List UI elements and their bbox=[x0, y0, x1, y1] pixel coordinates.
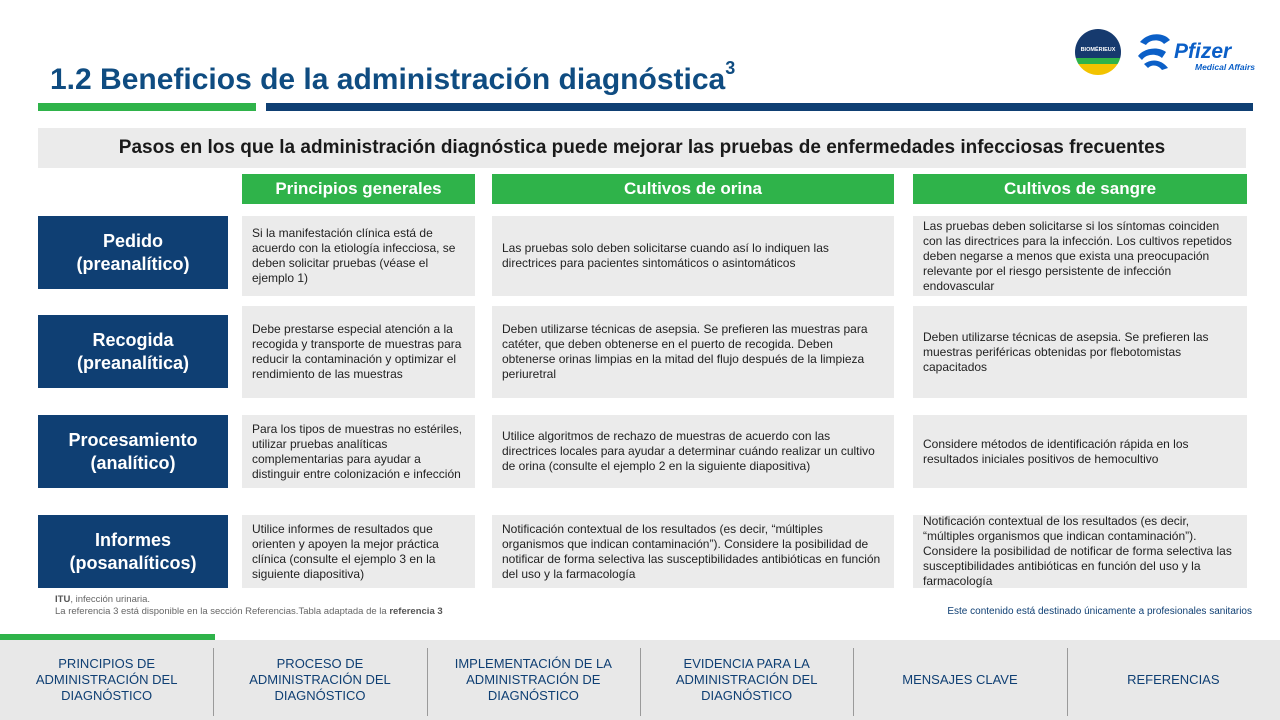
row-header-pedido bbox=[38, 216, 228, 289]
column-header-orina: Cultivos de orina bbox=[492, 174, 894, 204]
row-header-recogida bbox=[38, 315, 228, 388]
nav-item-proceso[interactable]: PROCESO DE ADMINISTRACIÓN DEL DIAGNÓSTICO bbox=[213, 640, 426, 720]
row-header-procesamiento bbox=[38, 415, 228, 488]
table-cell bbox=[492, 415, 894, 488]
cell-text: Las pruebas deben solicitarse si los síntomas coinciden con las directrices para la infección. Los cultivos repetidos deben negarse a menos que exista una preocupación relevante por el riesgo persistente de infección endovascular bbox=[923, 218, 1232, 293]
table-cell bbox=[913, 216, 1247, 296]
cell-text: Si la manifestación clínica está de acuerdo con la etiología infecciosa, se deben solicitar pruebas (véase el ejemplo 1) bbox=[252, 226, 456, 285]
cell-text: Para los tipos de muestras no estériles, utilizar pruebas analíticas complementarias para ayudar a distinguir entre colonización e infección bbox=[252, 421, 463, 481]
row-header-line1: Recogida bbox=[92, 329, 174, 350]
cell-text: Las pruebas solo deben solicitarse cuando así lo indiquen las directrices para pacientes sintomáticos o asintomáticos bbox=[502, 241, 829, 270]
cell-text: Notificación contextual de los resultados (es decir, “múltiples organismos que indican contaminación”). Considere la posibilidad de notificar de forma selectiva las susceptibilidades antibióticas en función del uso y la farmacología bbox=[502, 521, 881, 581]
nav-item-mensajes-clave[interactable]: MENSAJES CLAVE bbox=[853, 640, 1066, 720]
biomerieux-logo-text: BIOMÉRIEUX bbox=[1080, 47, 1116, 53]
table-cell bbox=[242, 306, 475, 398]
row-header-line2: (preanalítico) bbox=[76, 253, 190, 274]
nav-item-principios[interactable]: PRINCIPIOS DE ADMINISTRACIÓN DEL DIAGNÓSTICO bbox=[35, 656, 178, 703]
cell-text: Notificación contextual de los resultados (es decir, “múltiples organismos que indican contaminación”). Considere la posibilidad de notificar de forma selectiva las susceptibilidades antibióticas en función del uso y la farmacología bbox=[923, 515, 1232, 588]
nav-item-referencias[interactable]: REFERENCIAS bbox=[1067, 640, 1280, 720]
table-cell bbox=[913, 306, 1247, 398]
row-header-line2: (analítico) bbox=[90, 452, 176, 473]
pfizer-logo bbox=[1134, 28, 1256, 76]
nav-item-implementacion[interactable]: IMPLEMENTACIÓN DE LA ADMINISTRACIÓN DE DIAGNÓSTICO bbox=[427, 640, 640, 720]
cell-text: Deben utilizarse técnicas de asepsia. Se prefieren las muestras para catéter, que deben obtenerse en el puerto de recogida. Deben obtenerse orinas limpias en la mitad del flujo después de la limpieza periuretral bbox=[502, 322, 868, 381]
table-cell bbox=[913, 515, 1247, 588]
footnotes bbox=[55, 594, 443, 618]
column-header-sangre: Cultivos de sangre bbox=[913, 174, 1247, 204]
footnote-ref-bold: referencia 3 bbox=[389, 606, 443, 617]
row-header-line2: (preanalítica) bbox=[76, 352, 190, 373]
footnote-ref-text: La referencia 3 está disponible en la sección Referencias.Tabla adaptada de la bbox=[55, 606, 390, 617]
professional-disclaimer: Este contenido está destinado únicamente a profesionales sanitarios bbox=[947, 606, 1252, 617]
row-header-line2: (posanalíticos) bbox=[69, 552, 197, 573]
cell-text: Considere métodos de identificación rápida en los resultados iniciales positivos de hemocultivo bbox=[923, 436, 1189, 466]
title-underline-blue bbox=[266, 103, 1253, 111]
footnote-itu-text: , infección urinaria. bbox=[70, 594, 151, 605]
column-header-principios: Principios generales bbox=[242, 174, 475, 204]
table-banner: Pasos en los que la administración diagnóstica puede mejorar las pruebas de enfermedades infecciosas frecuentes bbox=[38, 128, 1246, 168]
title-reference-sup: 3 bbox=[725, 58, 736, 78]
footnote-abbreviation bbox=[55, 594, 443, 606]
table-cell bbox=[492, 515, 894, 588]
page-title-text: 1.2 Beneficios de la administración diagnóstica bbox=[50, 63, 726, 96]
pfizer-logo-text: Pfizer bbox=[1174, 40, 1232, 63]
footnote-reference bbox=[55, 606, 443, 618]
cell-text: Debe prestarse especial atención a la recogida y transporte de muestras para reducir la contaminación y optimizar el rendimiento de las muestras bbox=[252, 322, 462, 381]
row-header-informes bbox=[38, 515, 228, 588]
bottom-navigation bbox=[0, 640, 1280, 720]
row-header-line1: Pedido bbox=[102, 230, 163, 251]
page-title bbox=[50, 58, 736, 97]
table-cell bbox=[492, 216, 894, 296]
biomerieux-logo bbox=[1074, 28, 1122, 76]
row-header-line1: Procesamiento bbox=[68, 429, 198, 450]
table-cell bbox=[242, 515, 475, 588]
cell-text: Utilice informes de resultados que orienten y apoyen la mejor práctica clínica (consulte el ejemplo 3 en la siguiente diapositiva) bbox=[252, 521, 439, 581]
title-underline-green bbox=[38, 103, 256, 111]
row-header-line1: Informes bbox=[94, 529, 172, 550]
table-cell bbox=[913, 415, 1247, 488]
footnote-itu-abbr: ITU bbox=[55, 594, 71, 605]
cell-text: Utilice algoritmos de rechazo de muestras de acuerdo con las directrices locales para ayudar a determinar cuándo realizar un cultivo de orina (consulte el ejemplo 2 en la siguiente diapositiva) bbox=[502, 429, 875, 473]
cell-text: Deben utilizarse técnicas de asepsia. Se prefieren las muestras periféricas obtenidas por flebotomistas capacitados bbox=[923, 329, 1209, 374]
table-cell bbox=[242, 216, 475, 296]
table-cell bbox=[242, 415, 475, 488]
pfizer-logo-subtext: Medical Affairs bbox=[1195, 62, 1255, 72]
table-cell bbox=[492, 306, 894, 398]
nav-item-evidencia[interactable]: EVIDENCIA PARA LA ADMINISTRACIÓN DEL DIAGNÓSTICO bbox=[640, 640, 853, 720]
